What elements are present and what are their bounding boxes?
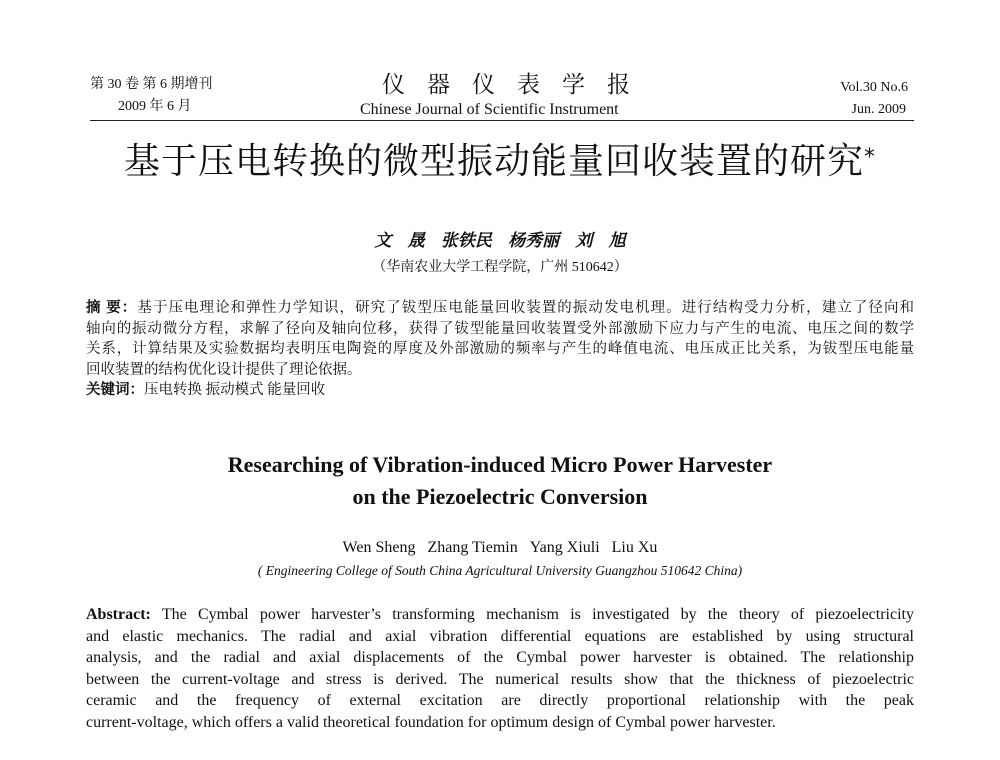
abstract-cn-line: 摘 要：基于压电理论和弹性力学知识，研究了钹型压电能量回收装置的振动发电机理。进行结构受力分析，建立了径向和 bbox=[86, 300, 914, 316]
keywords-cn-label: 关键词： bbox=[86, 382, 144, 398]
journal-name-cn: 仪器仪表学报 bbox=[382, 72, 652, 97]
paper-title-en-line1: Researching of Vibration-induced Micro Power Harvester bbox=[227, 452, 773, 477]
title-footnote-mark: * bbox=[864, 145, 876, 170]
abstract-en-line: analysis, and the radial and axial displacements of the Cymbal power harvester is obtained. The relationship bbox=[86, 649, 914, 666]
header-date-en: Jun. 2009 bbox=[851, 102, 906, 117]
affiliation-cn: （华南农业大学工程学院，广州 510642） bbox=[372, 260, 628, 275]
header-volume-cn: 第 30 卷 第 6 期增刊 bbox=[90, 77, 213, 92]
abstract-cn-label: 摘 要： bbox=[86, 300, 138, 316]
author-en: Liu Xu bbox=[611, 539, 658, 556]
abstract-en-line: and elastic mechanics. The radial and axial vibration differential equations are established by using structural bbox=[86, 627, 914, 645]
abstract-cn-line: 回收装置的结构优化设计提供了理论依据。 bbox=[86, 361, 362, 378]
keywords-cn bbox=[86, 380, 914, 401]
abstract-en-label: Abstract: bbox=[86, 606, 151, 623]
author-en: Wen Sheng bbox=[342, 539, 416, 556]
abstract-en-line: Abstract: The Cymbal power harvester’s transforming mechanism is investigated by the theory of piezoelectricity bbox=[86, 606, 914, 623]
abstract-cn bbox=[86, 298, 914, 401]
paper-title-en-line2: on the Piezoelectric Conversion bbox=[352, 484, 648, 509]
paper-title-cn-text: 基于压电转换的微型振动能量回收装置的研究 bbox=[123, 141, 864, 182]
abstract-en-line: between the current-voltage and stress is derived. The numerical results show that the thickness of piezoelectric bbox=[86, 670, 914, 688]
paper-title-cn bbox=[0, 140, 1000, 184]
abstract-en-line: current-voltage, which offers a valid theoretical foundation for optimum design of Cymbal power harvester. bbox=[86, 713, 776, 731]
author-en: Yang Xiuli bbox=[529, 539, 600, 556]
abstract-cn-line: 轴向的振动微分方程，求解了径向及轴向位移，获得了钹型能量回收装置受外部激励下应力与产生的电流、电压之间的数学 bbox=[86, 320, 914, 337]
authors-en bbox=[0, 539, 1000, 557]
journal-name-en: Chinese Journal of Scientific Instrument bbox=[360, 101, 619, 118]
header-volume-en: Vol.30 No.6 bbox=[840, 80, 908, 95]
header-date-cn: 2009 年 6 月 bbox=[118, 99, 192, 114]
abstract-cn-line: 关系，计算结果及实验数据均表明压电陶瓷的厚度及外部激励的频率与产生的峰值电流、电压成正比关系，为钹型压电能量 bbox=[86, 341, 914, 357]
header-rule bbox=[90, 120, 914, 121]
affiliation-en: ( Engineering College of South China Agricultural University Guangzhou 510642 China) bbox=[257, 563, 743, 578]
keywords-cn-text: 压电转换 振动模式 能量回收 bbox=[144, 382, 326, 398]
abstract-en-line: ceramic and the frequency of external excitation are directly proportional relationship with the peak bbox=[86, 692, 914, 709]
authors-cn: 文 晟 张铁民 杨秀丽 刘 旭 bbox=[374, 231, 626, 250]
author-en: Zhang Tiemin bbox=[427, 539, 518, 556]
abstract-en bbox=[86, 604, 914, 733]
